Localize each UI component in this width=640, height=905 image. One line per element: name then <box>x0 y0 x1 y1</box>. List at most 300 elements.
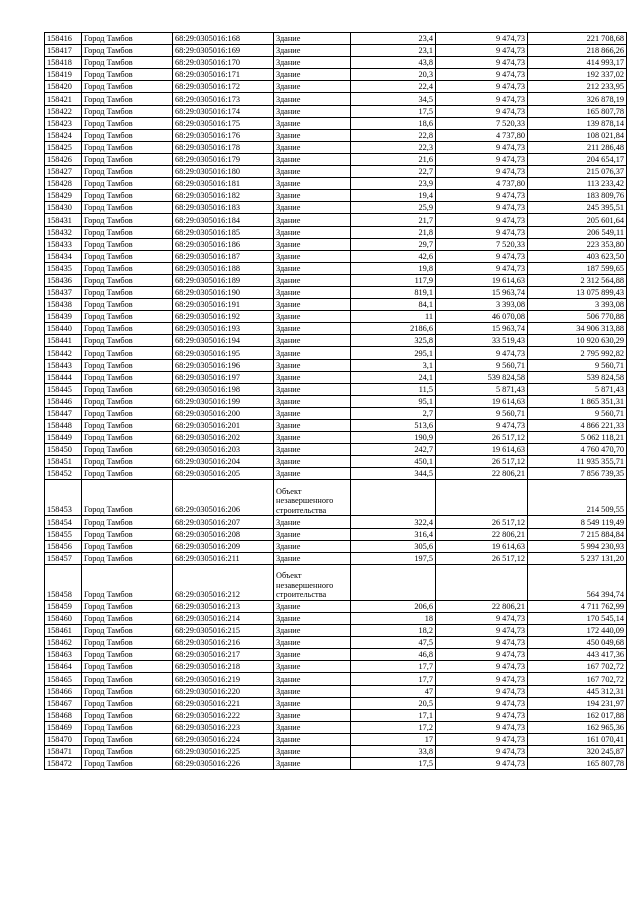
unit-value-cell: 9 474,73 <box>436 625 528 637</box>
row-id-cell: 158430 <box>45 202 82 214</box>
table-row <box>45 274 627 286</box>
city-cell: Город Тамбов <box>82 420 173 432</box>
area-cell <box>351 564 436 600</box>
city-cell: Город Тамбов <box>82 685 173 697</box>
cadastral-number-cell: 68:29:0305016:176 <box>173 129 274 141</box>
area-cell: 23,9 <box>351 178 436 190</box>
table-row <box>45 81 627 93</box>
table-row <box>45 105 627 117</box>
city-cell: Город Тамбов <box>82 432 173 444</box>
object-type-cell: Здание <box>274 274 351 286</box>
cadastral-number-cell: 68:29:0305016:202 <box>173 432 274 444</box>
city-cell: Город Тамбов <box>82 444 173 456</box>
city-cell: Город Тамбов <box>82 347 173 359</box>
object-type-cell: Здание <box>274 311 351 323</box>
table-row <box>45 226 627 238</box>
object-type-cell: Здание <box>274 250 351 262</box>
row-id-cell: 158434 <box>45 250 82 262</box>
row-id-cell: 158435 <box>45 262 82 274</box>
row-id-cell: 158421 <box>45 93 82 105</box>
cadastral-number-cell: 68:29:0305016:214 <box>173 612 274 624</box>
cadastral-value-cell: 221 708,68 <box>528 33 627 45</box>
object-type-cell: Здание <box>274 238 351 250</box>
cadastral-number-cell: 68:29:0305016:206 <box>173 480 274 516</box>
table-row <box>45 420 627 432</box>
table-row <box>45 612 627 624</box>
row-id-cell: 158426 <box>45 153 82 165</box>
row-id-cell: 158417 <box>45 45 82 57</box>
unit-value-cell: 9 474,73 <box>436 745 528 757</box>
table-row <box>45 323 627 335</box>
area-cell: 206,6 <box>351 600 436 612</box>
table-row <box>45 93 627 105</box>
cadastral-value-cell: 4 760 470,70 <box>528 444 627 456</box>
table-row <box>45 299 627 311</box>
cadastral-number-cell: 68:29:0305016:224 <box>173 733 274 745</box>
cadastral-number-cell: 68:29:0305016:189 <box>173 274 274 286</box>
cadastral-number-cell: 68:29:0305016:178 <box>173 141 274 153</box>
object-type-cell: Здание <box>274 709 351 721</box>
city-cell: Город Тамбов <box>82 117 173 129</box>
unit-value-cell: 22 806,21 <box>436 468 528 480</box>
table-row <box>45 528 627 540</box>
cadastral-number-cell: 68:29:0305016:217 <box>173 649 274 661</box>
cadastral-value-cell: 2 795 992,82 <box>528 347 627 359</box>
cadastral-number-cell: 68:29:0305016:197 <box>173 371 274 383</box>
unit-value-cell: 19 614,63 <box>436 444 528 456</box>
city-cell: Город Тамбов <box>82 238 173 250</box>
table-row <box>45 552 627 564</box>
object-type-cell: Здание <box>274 516 351 528</box>
city-cell: Город Тамбов <box>82 383 173 395</box>
area-cell: 22,7 <box>351 166 436 178</box>
object-type-cell: Здание <box>274 733 351 745</box>
unit-value-cell: 9 474,73 <box>436 190 528 202</box>
unit-value-cell: 9 474,73 <box>436 420 528 432</box>
unit-value-cell: 26 517,12 <box>436 516 528 528</box>
cadastral-value-cell: 320 245,87 <box>528 745 627 757</box>
cadastral-number-cell: 68:29:0305016:169 <box>173 45 274 57</box>
object-type-cell: Здание <box>274 105 351 117</box>
table-row <box>45 600 627 612</box>
table-body <box>45 33 627 770</box>
cadastral-number-cell: 68:29:0305016:172 <box>173 81 274 93</box>
cadastral-value-cell: 172 440,09 <box>528 625 627 637</box>
table-row <box>45 625 627 637</box>
cadastral-value-cell: 170 545,14 <box>528 612 627 624</box>
cadastral-value-cell: 7 856 739,35 <box>528 468 627 480</box>
row-id-cell: 158468 <box>45 709 82 721</box>
object-type-cell: Здание <box>274 395 351 407</box>
cadastral-number-cell: 68:29:0305016:200 <box>173 407 274 419</box>
row-id-cell: 158448 <box>45 420 82 432</box>
area-cell: 17,7 <box>351 661 436 673</box>
unit-value-cell: 7 520,33 <box>436 117 528 129</box>
table-row <box>45 758 627 770</box>
city-cell: Город Тамбов <box>82 516 173 528</box>
city-cell: Город Тамбов <box>82 359 173 371</box>
row-id-cell: 158445 <box>45 383 82 395</box>
cadastral-value-cell: 167 702,72 <box>528 673 627 685</box>
area-cell: 24,1 <box>351 371 436 383</box>
cadastral-value-cell: 3 393,08 <box>528 299 627 311</box>
table-row <box>45 262 627 274</box>
cadastral-value-cell: 539 824,58 <box>528 371 627 383</box>
area-cell: 19,4 <box>351 190 436 202</box>
unit-value-cell: 9 474,73 <box>436 226 528 238</box>
cadastral-number-cell: 68:29:0305016:184 <box>173 214 274 226</box>
cadastral-value-cell: 205 601,64 <box>528 214 627 226</box>
row-id-cell: 158428 <box>45 178 82 190</box>
cadastral-value-cell: 192 337,02 <box>528 69 627 81</box>
city-cell: Город Тамбов <box>82 202 173 214</box>
area-cell: 43,8 <box>351 57 436 69</box>
cadastral-number-cell: 68:29:0305016:199 <box>173 395 274 407</box>
object-type-cell: Здание <box>274 178 351 190</box>
row-id-cell: 158424 <box>45 129 82 141</box>
city-cell: Город Тамбов <box>82 323 173 335</box>
object-type-cell: Здание <box>274 93 351 105</box>
unit-value-cell: 4 737,80 <box>436 178 528 190</box>
cadastral-number-cell: 68:29:0305016:212 <box>173 564 274 600</box>
object-type-cell: Здание <box>274 685 351 697</box>
cadastral-value-cell: 450 049,68 <box>528 637 627 649</box>
unit-value-cell: 9 474,73 <box>436 214 528 226</box>
table-row <box>45 480 627 516</box>
cadastral-number-cell: 68:29:0305016:191 <box>173 299 274 311</box>
table-row <box>45 57 627 69</box>
cadastral-number-cell: 68:29:0305016:173 <box>173 93 274 105</box>
table-row <box>45 733 627 745</box>
cadastral-number-cell: 68:29:0305016:198 <box>173 383 274 395</box>
unit-value-cell: 19 614,63 <box>436 395 528 407</box>
cadastral-value-cell: 11 935 355,71 <box>528 456 627 468</box>
cadastral-value-cell: 218 866,26 <box>528 45 627 57</box>
cadastral-number-cell: 68:29:0305016:209 <box>173 540 274 552</box>
cadastral-number-cell: 68:29:0305016:193 <box>173 323 274 335</box>
cadastral-number-cell: 68:29:0305016:208 <box>173 528 274 540</box>
area-cell: 17,7 <box>351 673 436 685</box>
city-cell: Город Тамбов <box>82 637 173 649</box>
row-id-cell: 158467 <box>45 697 82 709</box>
row-id-cell: 158441 <box>45 335 82 347</box>
cadastral-value-cell: 212 233,95 <box>528 81 627 93</box>
row-id-cell: 158451 <box>45 456 82 468</box>
cadastral-value-cell: 506 770,88 <box>528 311 627 323</box>
cadastral-value-cell: 4 866 221,33 <box>528 420 627 432</box>
object-type-cell: Здание <box>274 637 351 649</box>
cadastral-value-cell: 9 560,71 <box>528 407 627 419</box>
row-id-cell: 158458 <box>45 564 82 600</box>
unit-value-cell: 46 070,08 <box>436 311 528 323</box>
unit-value-cell: 15 963,74 <box>436 286 528 298</box>
unit-value-cell: 9 474,73 <box>436 45 528 57</box>
city-cell: Город Тамбов <box>82 612 173 624</box>
object-type-cell: Здание <box>274 661 351 673</box>
cadastral-value-cell: 194 231,97 <box>528 697 627 709</box>
cadastral-number-cell: 68:29:0305016:190 <box>173 286 274 298</box>
object-type-cell: Здание <box>274 600 351 612</box>
unit-value-cell: 5 871,43 <box>436 383 528 395</box>
table-row <box>45 721 627 733</box>
area-cell: 316,4 <box>351 528 436 540</box>
cadastral-value-cell: 10 920 630,29 <box>528 335 627 347</box>
cadastral-value-cell: 165 807,78 <box>528 105 627 117</box>
unit-value-cell: 9 474,73 <box>436 105 528 117</box>
city-cell: Город Тамбов <box>82 311 173 323</box>
row-id-cell: 158446 <box>45 395 82 407</box>
cadastral-number-cell: 68:29:0305016:168 <box>173 33 274 45</box>
unit-value-cell <box>436 480 528 516</box>
row-id-cell: 158465 <box>45 673 82 685</box>
object-type-cell: Здание <box>274 226 351 238</box>
area-cell: 25,9 <box>351 202 436 214</box>
city-cell: Город Тамбов <box>82 45 173 57</box>
table-row <box>45 117 627 129</box>
table-row <box>45 540 627 552</box>
city-cell: Город Тамбов <box>82 697 173 709</box>
cadastral-value-cell: 5 237 131,20 <box>528 552 627 564</box>
city-cell: Город Тамбов <box>82 105 173 117</box>
object-type-cell: Здание <box>274 468 351 480</box>
row-id-cell: 158466 <box>45 685 82 697</box>
object-type-cell: Здание <box>274 721 351 733</box>
object-type-cell: Здание <box>274 347 351 359</box>
row-id-cell: 158423 <box>45 117 82 129</box>
cadastral-number-cell: 68:29:0305016:220 <box>173 685 274 697</box>
city-cell: Город Тамбов <box>82 721 173 733</box>
area-cell: 325,8 <box>351 335 436 347</box>
area-cell: 21,6 <box>351 153 436 165</box>
area-cell: 242,7 <box>351 444 436 456</box>
object-type-cell: Здание <box>274 190 351 202</box>
row-id-cell: 158432 <box>45 226 82 238</box>
cadastral-number-cell: 68:29:0305016:226 <box>173 758 274 770</box>
city-cell: Город Тамбов <box>82 407 173 419</box>
area-cell: 513,6 <box>351 420 436 432</box>
row-id-cell: 158460 <box>45 612 82 624</box>
area-cell: 3,1 <box>351 359 436 371</box>
object-type-cell: Здание <box>274 673 351 685</box>
city-cell: Город Тамбов <box>82 395 173 407</box>
city-cell: Город Тамбов <box>82 153 173 165</box>
unit-value-cell: 33 519,43 <box>436 335 528 347</box>
city-cell: Город Тамбов <box>82 745 173 757</box>
city-cell: Город Тамбов <box>82 564 173 600</box>
unit-value-cell: 9 474,73 <box>436 733 528 745</box>
row-id-cell: 158429 <box>45 190 82 202</box>
city-cell: Город Тамбов <box>82 93 173 105</box>
cadastral-value-cell: 162 017,88 <box>528 709 627 721</box>
city-cell: Город Тамбов <box>82 673 173 685</box>
city-cell: Город Тамбов <box>82 190 173 202</box>
cadastral-number-cell: 68:29:0305016:194 <box>173 335 274 347</box>
table-row <box>45 250 627 262</box>
unit-value-cell: 19 614,63 <box>436 274 528 286</box>
row-id-cell: 158457 <box>45 552 82 564</box>
object-type-cell: Здание <box>274 758 351 770</box>
table-row <box>45 129 627 141</box>
unit-value-cell: 9 474,73 <box>436 697 528 709</box>
city-cell: Город Тамбов <box>82 600 173 612</box>
object-type-cell: Здание <box>274 33 351 45</box>
cadastral-value-cell: 445 312,31 <box>528 685 627 697</box>
city-cell: Город Тамбов <box>82 178 173 190</box>
cadastral-value-cell: 108 021,84 <box>528 129 627 141</box>
cadastral-value-cell: 139 878,14 <box>528 117 627 129</box>
cadastral-number-cell: 68:29:0305016:216 <box>173 637 274 649</box>
city-cell: Город Тамбов <box>82 214 173 226</box>
row-id-cell: 158464 <box>45 661 82 673</box>
table-row <box>45 359 627 371</box>
row-id-cell: 158449 <box>45 432 82 444</box>
area-cell: 33,8 <box>351 745 436 757</box>
row-id-cell: 158427 <box>45 166 82 178</box>
cadastral-value-cell: 187 599,65 <box>528 262 627 274</box>
area-cell: 117,9 <box>351 274 436 286</box>
cadastral-number-cell: 68:29:0305016:187 <box>173 250 274 262</box>
cadastral-value-cell: 161 070,41 <box>528 733 627 745</box>
city-cell: Город Тамбов <box>82 552 173 564</box>
object-type-cell: Здание <box>274 407 351 419</box>
area-cell: 190,9 <box>351 432 436 444</box>
row-id-cell: 158418 <box>45 57 82 69</box>
cadastral-value-cell: 2 312 564,88 <box>528 274 627 286</box>
row-id-cell: 158444 <box>45 371 82 383</box>
row-id-cell: 158455 <box>45 528 82 540</box>
area-cell: 23,4 <box>351 33 436 45</box>
cadastral-value-cell: 245 395,51 <box>528 202 627 214</box>
area-cell <box>351 480 436 516</box>
area-cell: 295,1 <box>351 347 436 359</box>
table-row <box>45 141 627 153</box>
city-cell: Город Тамбов <box>82 250 173 262</box>
city-cell: Город Тамбов <box>82 274 173 286</box>
object-type-cell: Здание <box>274 214 351 226</box>
area-cell: 450,1 <box>351 456 436 468</box>
cadastral-number-cell: 68:29:0305016:211 <box>173 552 274 564</box>
object-type-cell: Здание <box>274 528 351 540</box>
object-type-cell: Здание <box>274 540 351 552</box>
area-cell: 2186,6 <box>351 323 436 335</box>
cadastral-number-cell: 68:29:0305016:174 <box>173 105 274 117</box>
cadastral-number-cell: 68:29:0305016:223 <box>173 721 274 733</box>
object-type-cell: Здание <box>274 359 351 371</box>
object-type-cell: Здание <box>274 625 351 637</box>
city-cell: Город Тамбов <box>82 57 173 69</box>
area-cell: 46,8 <box>351 649 436 661</box>
row-id-cell: 158433 <box>45 238 82 250</box>
area-cell: 34,5 <box>351 93 436 105</box>
city-cell: Город Тамбов <box>82 299 173 311</box>
unit-value-cell: 9 560,71 <box>436 407 528 419</box>
cadastral-value-cell: 162 965,36 <box>528 721 627 733</box>
table-row <box>45 395 627 407</box>
table-row <box>45 709 627 721</box>
area-cell: 17 <box>351 733 436 745</box>
row-id-cell: 158453 <box>45 480 82 516</box>
area-cell: 197,5 <box>351 552 436 564</box>
area-cell: 819,1 <box>351 286 436 298</box>
city-cell: Город Тамбов <box>82 33 173 45</box>
table-row <box>45 166 627 178</box>
unit-value-cell: 9 474,73 <box>436 661 528 673</box>
row-id-cell: 158463 <box>45 649 82 661</box>
city-cell: Город Тамбов <box>82 709 173 721</box>
unit-value-cell: 9 474,73 <box>436 758 528 770</box>
table-row <box>45 45 627 57</box>
row-id-cell: 158471 <box>45 745 82 757</box>
unit-value-cell: 26 517,12 <box>436 432 528 444</box>
area-cell: 47,5 <box>351 637 436 649</box>
table-row <box>45 202 627 214</box>
unit-value-cell: 19 614,63 <box>436 540 528 552</box>
city-cell: Город Тамбов <box>82 540 173 552</box>
cadastral-value-cell: 214 509,55 <box>528 480 627 516</box>
cadastral-value-cell: 414 993,17 <box>528 57 627 69</box>
table-row <box>45 178 627 190</box>
city-cell: Город Тамбов <box>82 661 173 673</box>
table-row <box>45 444 627 456</box>
city-cell: Город Тамбов <box>82 371 173 383</box>
object-type-cell: Здание <box>274 444 351 456</box>
object-type-cell: Здание <box>274 745 351 757</box>
cadastral-number-cell: 68:29:0305016:180 <box>173 166 274 178</box>
cadastral-value-cell: 204 654,17 <box>528 153 627 165</box>
table-row <box>45 468 627 480</box>
object-type-cell: Здание <box>274 420 351 432</box>
area-cell: 344,5 <box>351 468 436 480</box>
city-cell: Город Тамбов <box>82 758 173 770</box>
row-id-cell: 158454 <box>45 516 82 528</box>
cadastral-value-table <box>44 32 627 770</box>
object-type-cell: Объект незавершенного строительства <box>274 564 351 600</box>
object-type-cell: Объект незавершенного строительства <box>274 480 351 516</box>
city-cell: Город Тамбов <box>82 69 173 81</box>
cadastral-value-cell: 403 623,50 <box>528 250 627 262</box>
table-row <box>45 383 627 395</box>
unit-value-cell: 9 474,73 <box>436 262 528 274</box>
cadastral-number-cell: 68:29:0305016:203 <box>173 444 274 456</box>
cadastral-number-cell: 68:29:0305016:192 <box>173 311 274 323</box>
unit-value-cell: 9 474,73 <box>436 637 528 649</box>
cadastral-number-cell: 68:29:0305016:205 <box>173 468 274 480</box>
cadastral-value-cell: 165 807,78 <box>528 758 627 770</box>
cadastral-number-cell: 68:29:0305016:222 <box>173 709 274 721</box>
row-id-cell: 158438 <box>45 299 82 311</box>
unit-value-cell <box>436 564 528 600</box>
cadastral-number-cell: 68:29:0305016:218 <box>173 661 274 673</box>
cadastral-number-cell: 68:29:0305016:181 <box>173 178 274 190</box>
area-cell: 22,3 <box>351 141 436 153</box>
cadastral-number-cell: 68:29:0305016:221 <box>173 697 274 709</box>
area-cell: 84,1 <box>351 299 436 311</box>
city-cell: Город Тамбов <box>82 141 173 153</box>
unit-value-cell: 22 806,21 <box>436 600 528 612</box>
cadastral-number-cell: 68:29:0305016:171 <box>173 69 274 81</box>
row-id-cell: 158447 <box>45 407 82 419</box>
table-row <box>45 564 627 600</box>
table-row <box>45 335 627 347</box>
row-id-cell: 158442 <box>45 347 82 359</box>
cadastral-number-cell: 68:29:0305016:179 <box>173 153 274 165</box>
unit-value-cell: 9 560,71 <box>436 359 528 371</box>
table-row <box>45 745 627 757</box>
unit-value-cell: 9 474,73 <box>436 709 528 721</box>
city-cell: Город Тамбов <box>82 528 173 540</box>
cadastral-value-cell: 8 549 119,49 <box>528 516 627 528</box>
cadastral-value-cell: 223 353,80 <box>528 238 627 250</box>
